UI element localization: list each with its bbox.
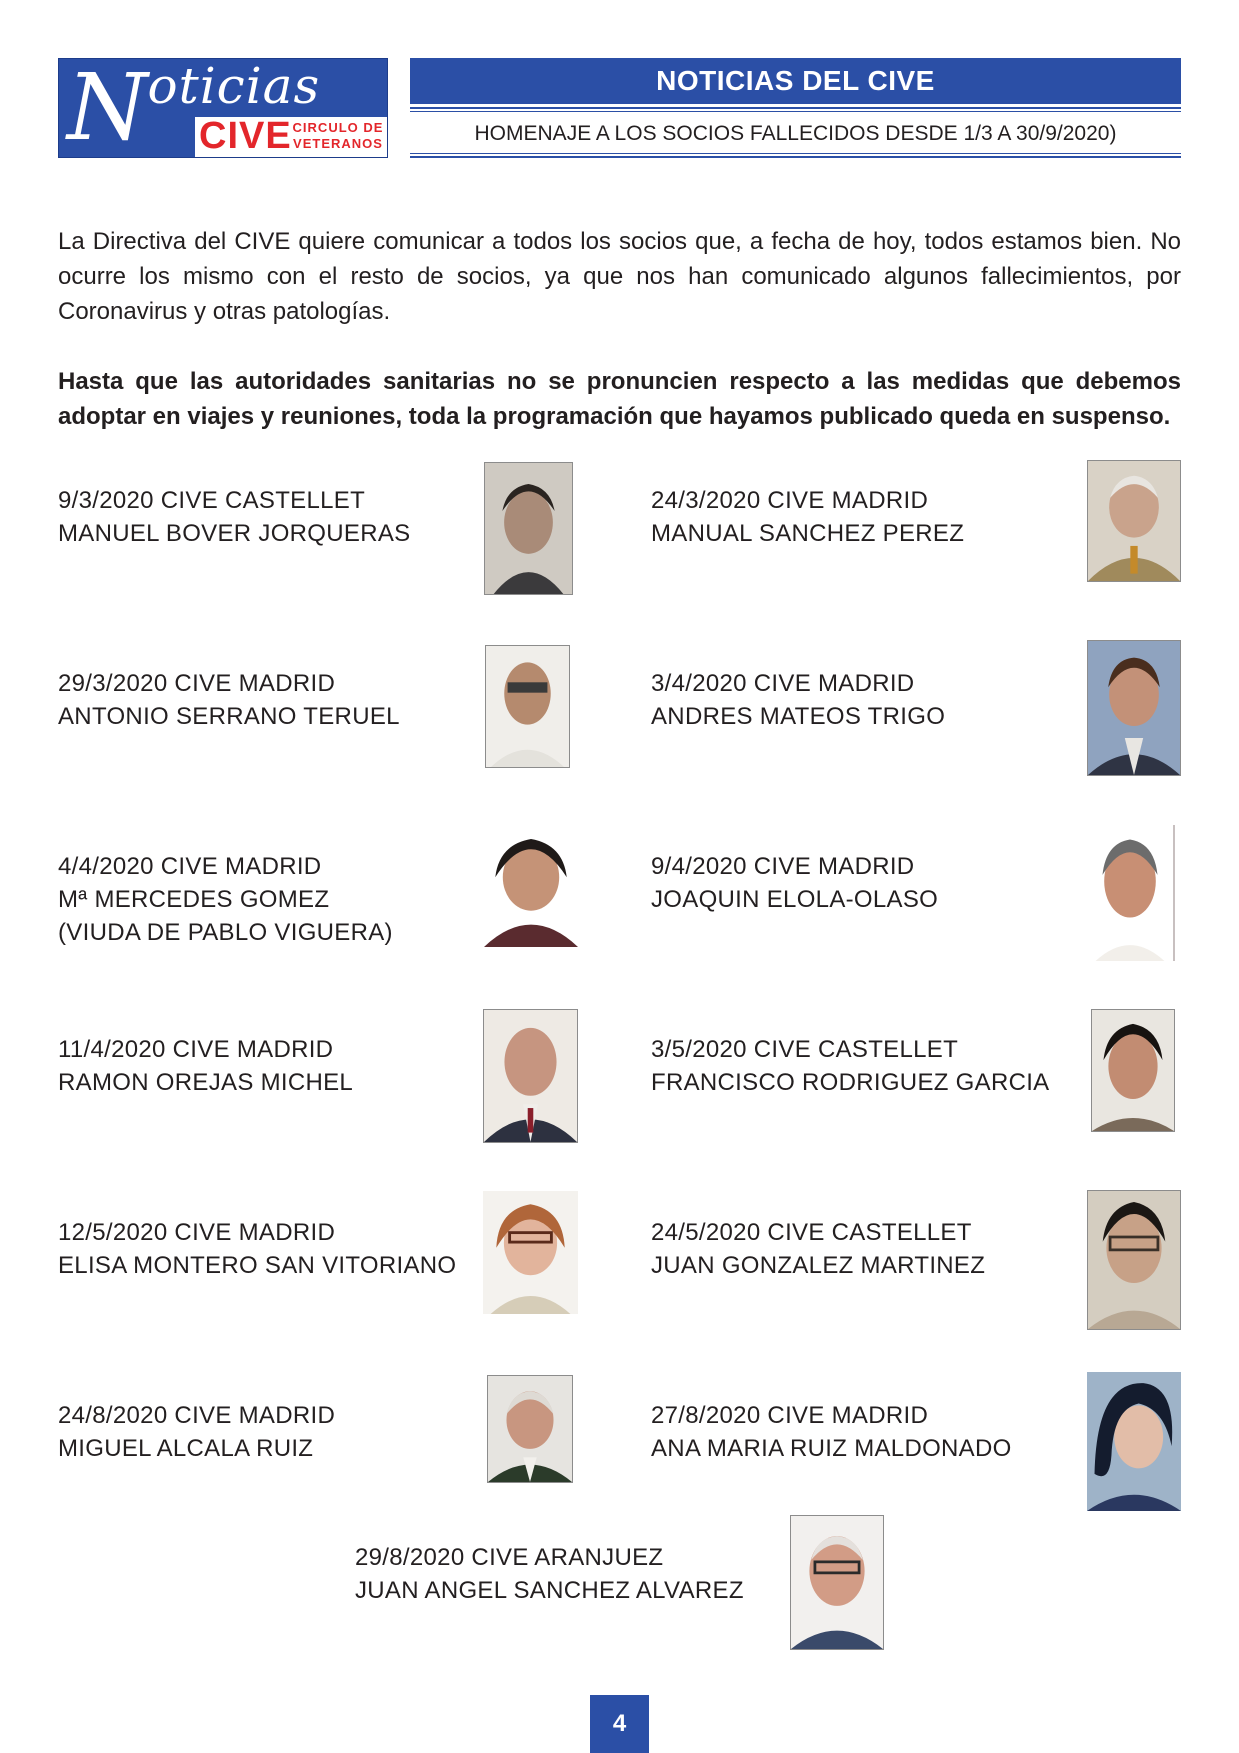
memorial-entry: [651, 1399, 1012, 1465]
memorial-entry: [651, 1216, 985, 1282]
entry-date-location: 29/3/2020 CIVE MADRID: [58, 670, 336, 697]
notice-paragraph: Hasta que las autoridades sanitarias no se pronuncien respecto a las medidas que debemos adoptar en viajes y reuniones, toda la programación que hayamos publicado queda en suspenso.: [58, 368, 1181, 430]
entry-date-location: 24/5/2020 CIVE CASTELLET: [651, 1219, 972, 1246]
entry-name: Mª MERCEDES GOMEZ: [58, 886, 330, 913]
intro-paragraph: La Directiva del CIVE quiere comunicar a todos los socios que, a fecha de hoy, todos estamos bien. No ocurre los mismo con el resto de socios, ya que nos han comunicado algunos fallecimientos, por Coronavirus y otras patologías.: [58, 228, 1181, 325]
logo-subtitle: CIRCULO DE VETERANOS: [292, 120, 384, 151]
header-divider-top-thin: [410, 111, 1181, 112]
memorial-entry: [58, 667, 400, 733]
memorial-entry: [651, 850, 938, 916]
entry-name: ANTONIO SERRANO TERUEL: [58, 703, 400, 730]
header-divider-top: [410, 107, 1181, 109]
memorial-entry: [651, 1033, 1050, 1099]
logo-brand-box: [195, 117, 387, 157]
entry-name: MANUAL SANCHEZ PEREZ: [651, 520, 965, 547]
entry-name: ELISA MONTERO SAN VITORIANO: [58, 1252, 457, 1279]
portrait-photo: [1091, 1009, 1175, 1132]
entry-date-location: 3/5/2020 CIVE CASTELLET: [651, 1036, 959, 1063]
memorial-entry: [651, 484, 964, 550]
logo-wordmark: Noticias: [67, 58, 321, 158]
entry-date-location: 4/4/2020 CIVE MADRID: [58, 853, 322, 880]
entry-name: FRANCISCO RODRIGUEZ GARCIA: [651, 1069, 1050, 1096]
entry-date-location: 27/8/2020 CIVE MADRID: [651, 1402, 929, 1429]
header-divider-bottom: [410, 156, 1181, 158]
portrait-photo: [1087, 1372, 1181, 1511]
entry-name: ANA MARIA RUIZ MALDONADO: [651, 1435, 1012, 1462]
entry-date-location: 9/3/2020 CIVE CASTELLET: [58, 487, 366, 514]
entry-date-location: 24/8/2020 CIVE MADRID: [58, 1402, 336, 1429]
portrait-photo: [1087, 825, 1175, 961]
memorial-entry: [58, 1033, 353, 1099]
memorial-entry: [58, 850, 393, 949]
portrait-photo: [485, 645, 570, 768]
entry-name: MANUEL BOVER JORQUERAS: [58, 520, 411, 547]
entry-name: ANDRES MATEOS TRIGO: [651, 703, 946, 730]
entry-name: JUAN ANGEL SANCHEZ ALVAREZ: [355, 1577, 744, 1604]
memorial-entry: [355, 1541, 744, 1607]
section-title: NOTICIAS DEL CIVE: [410, 58, 1181, 104]
entry-note: (VIUDA DE PABLO VIGUERA): [58, 919, 393, 946]
entry-name: JOAQUIN ELOLA-OLASO: [651, 886, 939, 913]
memorial-entry: [58, 484, 410, 550]
entry-date-location: 24/3/2020 CIVE MADRID: [651, 487, 929, 514]
logo-brand: CIVE: [199, 115, 292, 157]
portrait-photo: [484, 826, 578, 947]
entry-date-location: 12/5/2020 CIVE MADRID: [58, 1219, 336, 1246]
header-divider-bottom-thin: [410, 153, 1181, 154]
noticias-cive-logo: [58, 58, 388, 158]
portrait-photo: [1087, 640, 1181, 776]
entry-date-location: 11/4/2020 CIVE MADRID: [58, 1036, 334, 1063]
portrait-photo: [1087, 460, 1181, 582]
portrait-photo: [483, 1009, 578, 1143]
page-number: 4: [590, 1695, 649, 1753]
entry-name: RAMON OREJAS MICHEL: [58, 1069, 354, 1096]
section-subtitle: HOMENAJE A LOS SOCIOS FALLECIDOS DESDE 1/3 A 30/9/2020): [474, 122, 1117, 145]
portrait-photo: [483, 1191, 578, 1314]
entry-name: JUAN GONZALEZ MARTINEZ: [651, 1252, 986, 1279]
portrait-photo: [1087, 1190, 1181, 1330]
entry-date-location: 9/4/2020 CIVE MADRID: [651, 853, 915, 880]
memorial-entry: [58, 1216, 456, 1282]
entry-date-location: 29/8/2020 CIVE ARANJUEZ: [355, 1544, 664, 1571]
portrait-photo: [790, 1515, 884, 1650]
portrait-photo: [487, 1375, 573, 1483]
entry-name: MIGUEL ALCALA RUIZ: [58, 1435, 314, 1462]
memorial-entry: [58, 1399, 335, 1465]
entry-date-location: 3/4/2020 CIVE MADRID: [651, 670, 915, 697]
memorial-entry: [651, 667, 945, 733]
portrait-photo: [484, 462, 573, 595]
